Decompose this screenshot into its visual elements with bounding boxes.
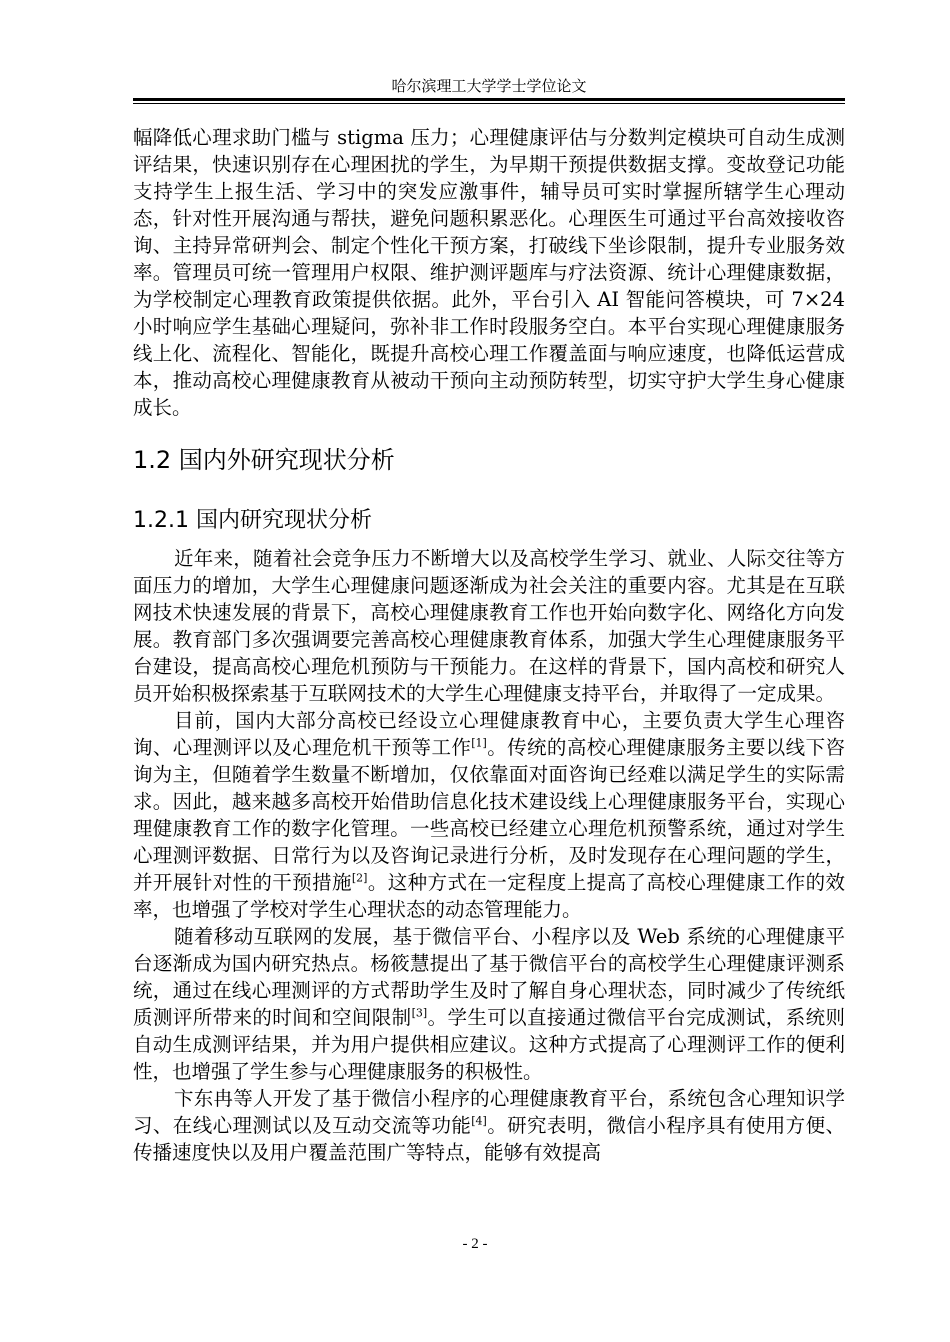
page-number: - 2 - bbox=[462, 1236, 488, 1252]
paragraph-text: 随着移动互联网的发展，基于微信平台、小程序以及 Web 系统的心理健康平台逐渐成为国内研究热点。杨筱慧提出了基于微信平台的高校学生心理健康评测系统，通过在线心理测评的方式帮助学生及时了解自身心理状态，同时减少了传统纸质测评所带来的时间和空间限制 bbox=[133, 925, 845, 1029]
citation-ref: [4] bbox=[471, 1114, 487, 1128]
citation-ref: [1] bbox=[471, 736, 487, 750]
intro-paragraph: 幅降低心理求助门槛与 stigma 压力；心理健康评估与分数判定模块可自动生成测评结果，快速识别存在心理困扰的学生，为早期干预提供数据支撑。变故登记功能支持学生上报生活、学习中的突发应激事件，辅导员可实时掌握所辖学生心理动态，针对性开展沟通与帮扶，避免问题积累恶化。心理医生可通过平台高效接收咨询、主持异常研判会、制定个性化干预方案，打破线下坐诊限制，提升专业服务效率。管理员可统一管理用户权限、维护测评题库与疗法资源、统计心理健康数据，为学校制定心理教育政策提供依据。此外，平台引入 AI 智能问答模块，可 7×24 小时响应学生基础心理疑问，弥补非工作时段服务空白。本平台实现心理健康服务线上化、流程化、智能化，既提升高校心理工作覆盖面与响应速度，也降低运营成本，推动高校心理健康教育从被动干预向主动预防转型，切实守护大学生身心健康成长。 bbox=[133, 126, 845, 419]
header-rule-thin bbox=[133, 103, 845, 104]
subsection-heading: 1.2.1 国内研究现状分析 bbox=[133, 508, 372, 533]
paragraph-text: 目前，国内大部分高校已经设立心理健康教育中心，主要负责大学生心理咨询、心理测评以及心理危机干预等工作 bbox=[133, 709, 845, 759]
paragraph-text: 。研究表明，微信小程序具有使用方便、传播速度快以及用户覆盖范围广等特点，能够有效提高 bbox=[133, 1114, 845, 1164]
body-paragraph-4 bbox=[133, 1085, 845, 1166]
body-paragraph-2 bbox=[133, 707, 845, 923]
page-body bbox=[133, 124, 845, 1166]
running-header: 哈尔滨理工大学学士学位论文 bbox=[391, 77, 587, 95]
paragraph-text: 。这种方式在一定程度上提高了高校心理健康工作的效率，也增强了学校对学生心理状态的动态管理能力。 bbox=[133, 871, 845, 921]
body-paragraph-3 bbox=[133, 923, 845, 1085]
body-paragraph-1: 近年来，随着社会竞争压力不断增大以及高校学生学习、就业、人际交往等方面压力的增加，大学生心理健康问题逐渐成为社会关注的重要内容。尤其是在互联网技术快速发展的背景下，高校心理健康教育工作也开始向数字化、网络化方向发展。教育部门多次强调要完善高校心理健康教育体系，加强大学生心理健康服务平台建设，提高高校心理危机预防与干预能力。在这样的背景下，国内高校和研究人员开始积极探索基于互联网技术的大学生心理健康支持平台，并取得了一定成果。 bbox=[133, 547, 845, 705]
citation-ref: [3] bbox=[411, 1006, 428, 1020]
citation-ref: [2] bbox=[351, 871, 368, 885]
paragraph-text: 卞东冉等人开发了基于微信小程序的心理健康教育平台，系统包含心理知识学习、在线心理测试以及互动交流等功能 bbox=[133, 1087, 845, 1137]
paragraph-text: 。学生可以直接通过微信平台完成测试，系统则自动生成测评结果，并为用户提供相应建议。这种方式提高了心理测评工作的便利性，也增强了学生参与心理健康服务的积极性。 bbox=[133, 1006, 845, 1083]
header-rule-thick bbox=[133, 98, 845, 101]
paragraph-text: 。传统的高校心理健康服务主要以线下咨询为主，但随着学生数量不断增加，仅依靠面对面咨询已经难以满足学生的实际需求。因此，越来越多高校开始借助信息化技术建设线上心理健康服务平台，实现心理健康教育工作的数字化管理。一些高校已经建立心理危机预警系统，通过对学生心理测评数据、日常行为以及咨询记录进行分析，及时发现存在心理问题的学生，并开展针对性的干预措施 bbox=[133, 736, 845, 894]
section-heading: 1.2 国内外研究现状分析 bbox=[133, 446, 395, 474]
